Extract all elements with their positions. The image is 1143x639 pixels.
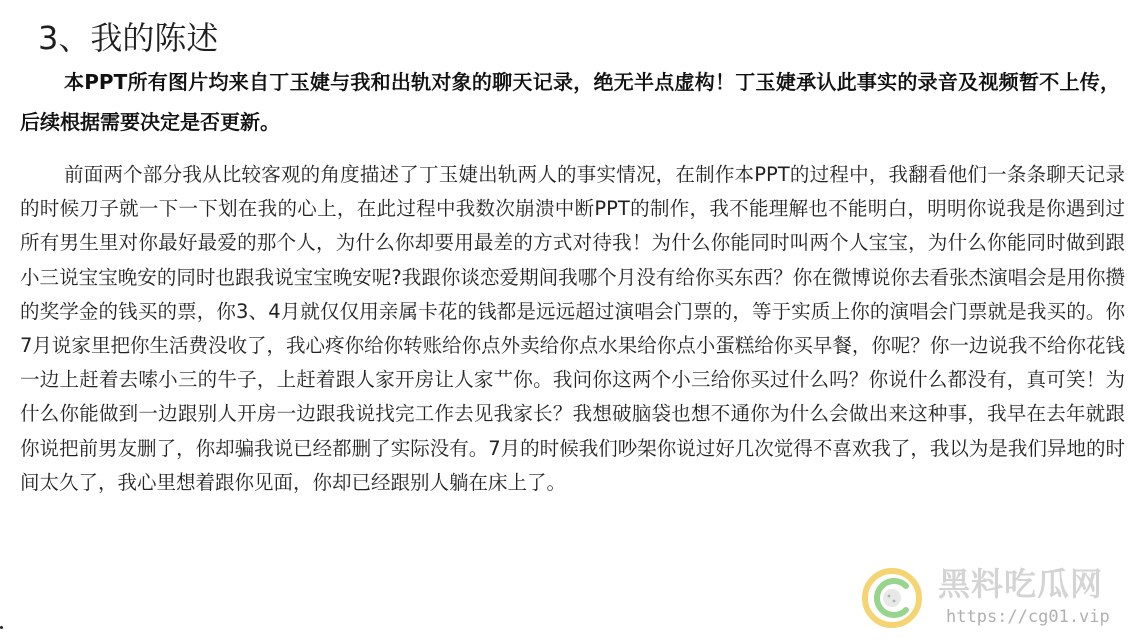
watermark-url: https://cg01.vip bbox=[946, 607, 1110, 627]
stray-dot bbox=[0, 626, 3, 629]
site-watermark bbox=[862, 564, 1132, 632]
watermelon-c-logo-icon bbox=[862, 568, 922, 628]
statement-body-paragraph: 前面两个部分我从比较客观的角度描述了丁玉婕出轨两人的事实情况，在制作本PPT的过程中，我翻看他们一条条聊天记录的时候刀子就一下一下划在我的心上，在此过程中我数次崩溃中断PPT的制作，我不能理解也不能明白，明明你说我是你遇到过所有男生里对你最好最爱的那个人，为什么你却要用最差的方式对待我！为什么你能同时叫两个人宝宝，为什么你能同时做到跟小三说宝宝晚安的同时也跟我说宝宝晚安呢?我跟你谈恋爱期间我哪个月没有给你买东西？你在微博说你去看张杰演唱会是用你攒的奖学金的钱买的票，你3、4月就仅仅用亲属卡花的钱都是远远超过演唱会门票的，等于实质上你的演唱会门票就是我买的。你7月说家里把你生活费没收了，我心疼你给你转账给你点外卖给你点水果给你点小蛋糕给你买早餐，你呢？你一边说我不给你花钱一边上赶着去嗦小三的牛子，上赶着跟人家开房让人家艹你。我问你这两个小三给你买过什么吗？你说什么都没有，真可笑！为什么你能做到一边跟别人开房一边跟我说找完工作去见我家长？我想破脑袋也想不通你为什么会做出来这种事，我早在去年就跟你说把前男友删了，你却骗我说已经都删了实际没有。7月的时候我们吵架你说过好几次觉得不喜欢我了，我以为是我们异地的时间太久了，我心里想着跟你见面，你却已经跟别人躺在床上了。 bbox=[20, 163, 1125, 494]
statement-disclaimer-paragraph: 本PPT所有图片均来自丁玉婕与我和出轨对象的聊天记录，绝无半点虚构！丁玉婕承认此事实的录音及视频暂不上传，后续根据需要决定是否更新。 bbox=[20, 70, 1120, 134]
section-heading: 3、我的陈述 bbox=[38, 19, 219, 57]
watermark-site-name: 黑料吃瓜网 bbox=[938, 565, 1104, 603]
